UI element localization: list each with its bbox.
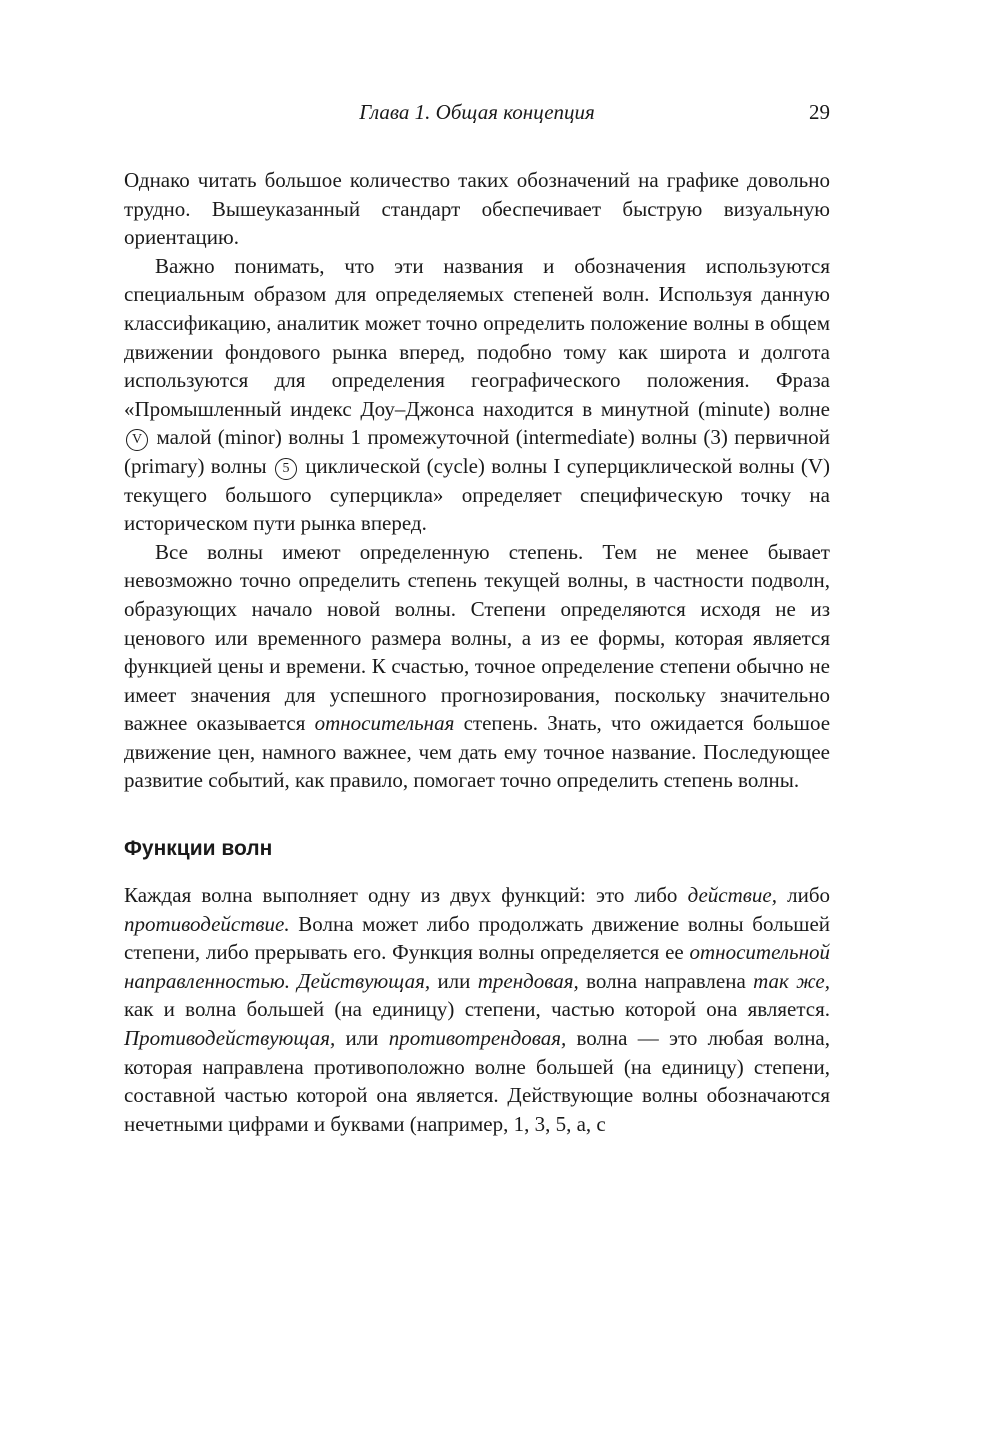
section-emphasis-6: Противодействующая, (124, 1026, 336, 1051)
section-emphasis-7: противотрендовая, (388, 1026, 567, 1051)
paragraph-3-text-b: степень. Знать, что ожидается большое движение цен, намного важнее, чем дать ему точное название. Последующее развитие событий, как правило, помогает точно определить степень волны. (124, 711, 831, 793)
paragraph-2-text-a: Важно понимать, что эти названия и обозначения используются специальным образом для определяемых степеней волн. Используя данную классификацию, аналитик может точно определить положение волны в общем движении фондового рынка вперед, подобно тому как широта и долгота используются для определения географического положения. Фраза «Промышленный индекс Доу–Джонса находится в минутной (minute) волне (124, 253, 830, 421)
section-emphasis-2: противодействие. (124, 911, 290, 936)
paragraph-1-text: Однако читать большое количество таких обозначений на графике довольно трудно. Вышеуказанный стандарт обеспечивает быструю визуальную ориентацию. (124, 168, 830, 250)
section-text-1: Каждая волна выполняет одну из двух функций: это либо (124, 883, 678, 908)
paragraph-1 (124, 166, 830, 252)
paragraph-3-text-a: Все волны имеют определенную степень. Тем не менее бывает невозможно точно определить степень текущей волны, в частности подволн, образующих начало новой волны. Степени определяются исходя не из ценового или временного размера волны, а из ее формы, которая является функцией цены и времени. К счастью, точное определение степени обычно не имеет значения для успешного прогнозирования, поскольку значительно важнее оказывается (124, 539, 830, 736)
paragraph-2 (124, 252, 830, 538)
section-text-8: волна — это любая волна, которая направлена противоположно волне большей (на единицу) степени, составной частью которой она является. Действующие волны обозначаются нечетными цифрами и буквами (например, 1, 3, 5, a, c (124, 1026, 830, 1136)
chapter-title: Глава 1. Общая концепция (359, 100, 595, 124)
paragraph-2-text-b: малой (minor) волны 1 промежуточной (intermediate) волны (3) первичной (primary) волны (124, 425, 831, 478)
section-emphasis-4: трендовая, (477, 968, 579, 993)
section-emphasis-5: так же, (753, 968, 831, 993)
section-text-5: волна направлена (586, 968, 746, 993)
circled-5-symbol: 5 (275, 458, 297, 480)
section-text-6: как и волна большей (на единицу) степени, частью которой она является. (124, 997, 830, 1022)
page-number: 29 (809, 100, 830, 124)
paragraph-2-text-c: циклической (cycle) волны I суперциклической волны (V) текущего большого суперцикла» определяет специфическую точку на историческом пути рынка вперед. (124, 453, 831, 536)
section-emphasis-1: действие, (687, 883, 777, 908)
section-paragraph (124, 881, 830, 1138)
section-text-4: или (437, 968, 471, 993)
running-head (124, 100, 830, 132)
section-heading: Функции волн (124, 837, 273, 861)
section-emphasis-3: относительной направленностью. Действующая, (124, 940, 830, 993)
paragraph-3-emphasis: относительная (314, 711, 455, 736)
paragraph-3 (124, 538, 830, 795)
book-page (124, 0, 830, 1441)
page-body (124, 166, 830, 1138)
circled-v-symbol: V (126, 429, 148, 451)
section-text-3: Волна может либо продолжать движение волны большей степени, либо прерывать его. Функция волны определяется ее (124, 911, 831, 965)
section-text-2: либо (787, 883, 831, 908)
section-text-7: или (345, 1026, 379, 1051)
